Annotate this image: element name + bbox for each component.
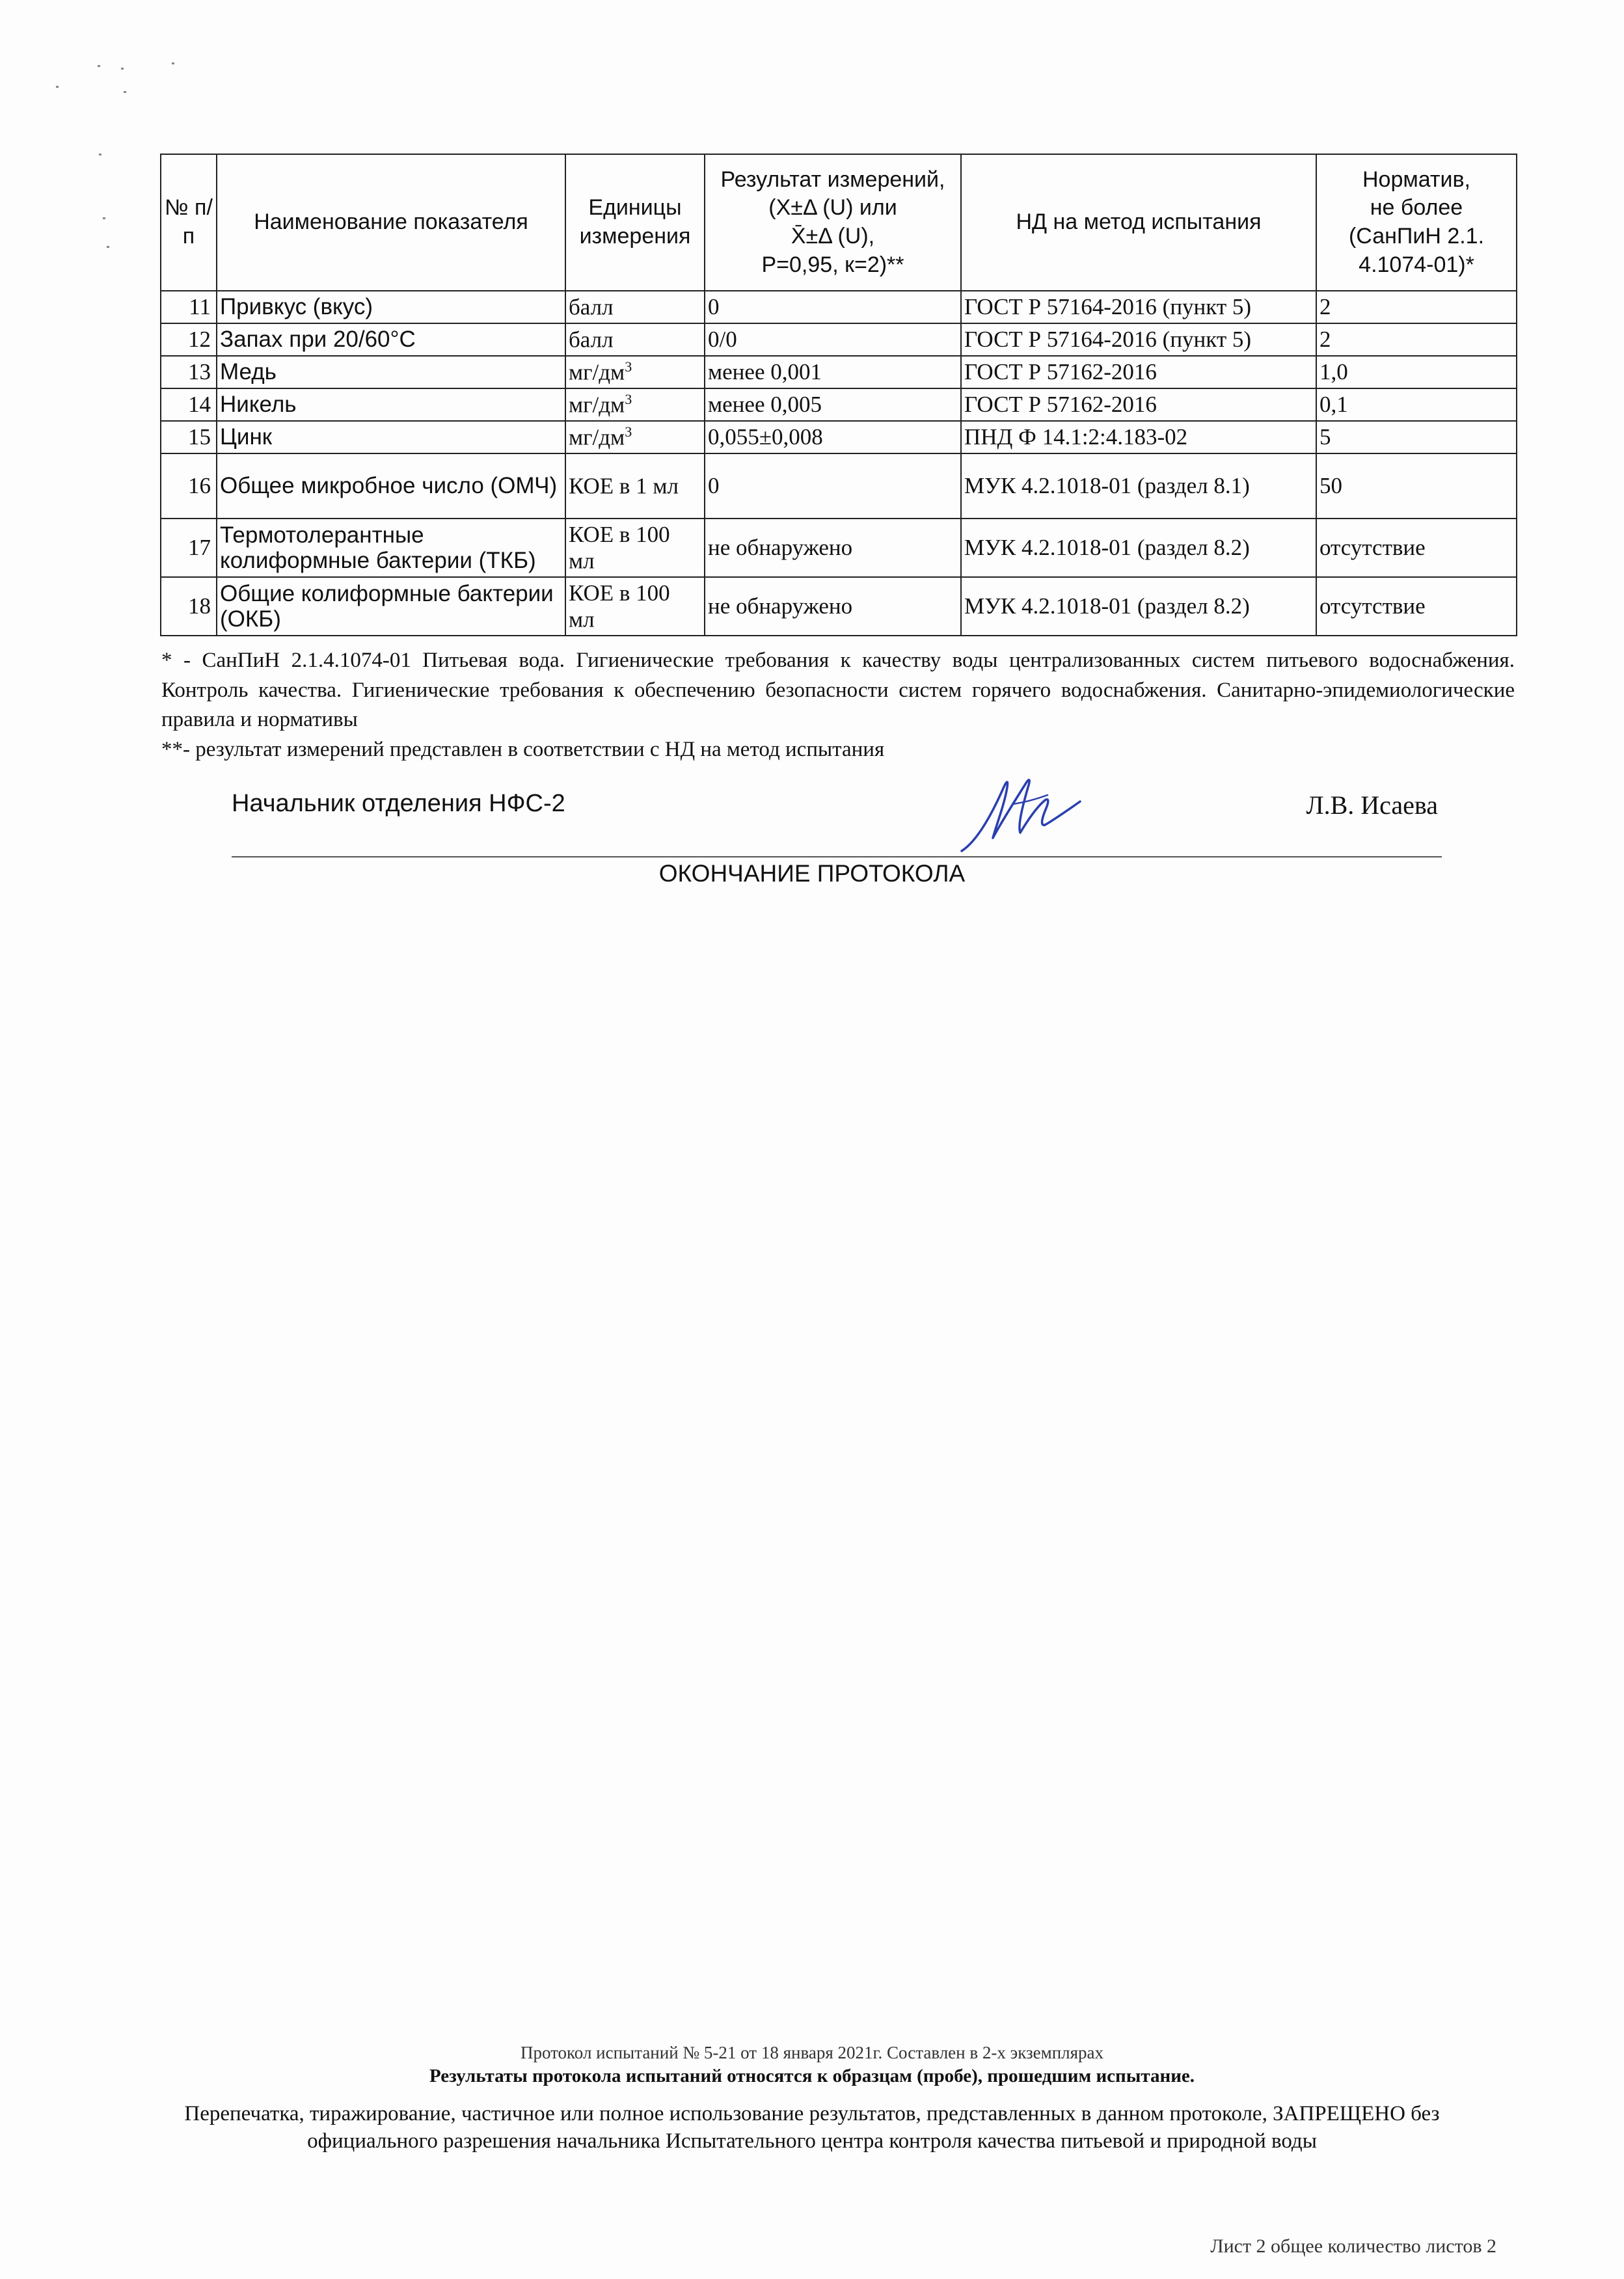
header-name: Наименование показателя <box>217 154 565 291</box>
row-unit-text: КОЕ в 1 мл <box>569 473 679 499</box>
handwritten-signature <box>950 765 1087 856</box>
row-unit-text: мг/дм <box>569 424 625 450</box>
row-result: менее 0,001 <box>705 356 961 388</box>
row-num: 12 <box>161 323 217 356</box>
header-method: НД на метод испытания <box>961 154 1316 291</box>
reprint-warning: Перепечатка, тиражирование, частичное или полное использование результатов, представленных в данном протоколе, ЗАПРЕЩЕНО без официального разрешения начальника Испытательного центра контроля качества питьевой и природной воды <box>184 2102 1440 2153</box>
row-name: Термотолерантные колиформные бактерии (ТКБ) <box>217 519 565 577</box>
row-name: Никель <box>217 388 565 421</box>
results-table <box>160 154 1517 636</box>
table-row <box>161 577 1517 636</box>
header-norm <box>1316 154 1517 291</box>
row-unit-text: балл <box>569 294 614 320</box>
header-num: № п/п <box>161 154 217 291</box>
row-result: 0/0 <box>705 323 961 356</box>
row-unit <box>565 519 705 577</box>
row-name: Общее микробное число (ОМЧ) <box>217 453 565 519</box>
row-unit-sup: 3 <box>625 358 632 375</box>
row-norm: 0,1 <box>1316 388 1517 421</box>
row-method: ГОСТ Р 57164-2016 (пункт 5) <box>961 291 1316 323</box>
header-result-line: P=0,95, к=2)** <box>761 252 904 277</box>
table-row <box>161 453 1517 519</box>
row-result: менее 0,005 <box>705 388 961 421</box>
sheet-counter: Лист 2 общее количество листов 2 <box>1210 2235 1496 2257</box>
divider-line <box>232 856 1442 857</box>
row-norm: 5 <box>1316 421 1517 453</box>
table-row <box>161 323 1517 356</box>
page-footer <box>0 2043 1624 2155</box>
row-unit-text: мг/дм <box>569 359 625 385</box>
header-result <box>705 154 961 291</box>
header-result-line: (X±Δ (U) или <box>768 195 897 221</box>
header-result-line: X̄±Δ (U), <box>791 224 875 249</box>
row-num: 13 <box>161 356 217 388</box>
table-row <box>161 519 1517 577</box>
signer-name: Л.В. Исаева <box>1306 790 1438 820</box>
row-unit-text: балл <box>569 327 614 353</box>
row-norm: отсутствие <box>1316 577 1517 636</box>
footnote-result: **- результат измерений представлен в соответствии с НД на метод испытания <box>161 737 885 761</box>
row-unit <box>565 356 705 388</box>
protocol-info: Протокол испытаний № 5-21 от 18 января 2021г. Составлен в 2-х экземплярах <box>520 2043 1104 2062</box>
row-num: 15 <box>161 421 217 453</box>
row-method: ГОСТ Р 57164-2016 (пункт 5) <box>961 323 1316 356</box>
signature-row <box>232 790 1438 829</box>
row-name: Запах при 20/60°С <box>217 323 565 356</box>
row-num: 16 <box>161 453 217 519</box>
row-name: Медь <box>217 356 565 388</box>
row-method: МУК 4.2.1018-01 (раздел 8.2) <box>961 519 1316 577</box>
row-norm: 2 <box>1316 323 1517 356</box>
row-method: МУК 4.2.1018-01 (раздел 8.2) <box>961 577 1316 636</box>
row-unit-sup: 3 <box>625 424 632 440</box>
row-method: ГОСТ Р 57162-2016 <box>961 356 1316 388</box>
table-row <box>161 356 1517 388</box>
row-unit <box>565 453 705 519</box>
row-unit <box>565 323 705 356</box>
row-unit <box>565 291 705 323</box>
table-row <box>161 291 1517 323</box>
table-header-row <box>161 154 1517 291</box>
row-name: Общие колиформные бактерии (ОКБ) <box>217 577 565 636</box>
row-norm: отсутствие <box>1316 519 1517 577</box>
row-norm: 2 <box>1316 291 1517 323</box>
row-result: 0 <box>705 453 961 519</box>
row-name: Привкус (вкус) <box>217 291 565 323</box>
row-norm: 1,0 <box>1316 356 1517 388</box>
row-unit-text: КОЕ в 100 мл <box>569 580 670 632</box>
row-num: 14 <box>161 388 217 421</box>
row-unit-text: КОЕ в 100 мл <box>569 522 670 574</box>
row-norm: 50 <box>1316 453 1517 519</box>
row-unit <box>565 388 705 421</box>
row-unit-text: мг/дм <box>569 392 625 418</box>
table-row <box>161 421 1517 453</box>
row-num: 11 <box>161 291 217 323</box>
row-num: 18 <box>161 577 217 636</box>
row-method: ПНД Ф 14.1:2:4.183-02 <box>961 421 1316 453</box>
row-unit-sup: 3 <box>625 391 632 408</box>
row-result: 0,055±0,008 <box>705 421 961 453</box>
row-method: ГОСТ Р 57162-2016 <box>961 388 1316 421</box>
signer-position: Начальник отделения НФС-2 <box>232 790 565 817</box>
header-norm-line: 4.1074-01)* <box>1359 252 1474 277</box>
row-num: 17 <box>161 519 217 577</box>
header-norm-line: не более <box>1370 195 1463 221</box>
footnote-sanpin: * - СанПиН 2.1.4.1074-01 Питьевая вода. Гигиенические требования к качеству воды централизованных систем питьевого водоснабжения. Контроль качества. Гигиенические требования к обеспечению безопасности систем горячего водоснабжения. Санитарно-эпидемиологические правила и нормативы <box>161 649 1515 732</box>
row-unit <box>565 421 705 453</box>
header-norm-line: (СанПиН 2.1. <box>1348 224 1485 249</box>
row-result: 0 <box>705 291 961 323</box>
header-norm-line: Норматив, <box>1362 167 1470 192</box>
header-unit: Единицы измерения <box>565 154 705 291</box>
row-unit <box>565 577 705 636</box>
row-result: не обнаружено <box>705 577 961 636</box>
row-result: не обнаружено <box>705 519 961 577</box>
header-result-line: Результат измерений, <box>720 167 945 192</box>
protocol-end-title: ОКОНЧАНИЕ ПРОТОКОЛА <box>658 860 966 887</box>
footnotes <box>161 646 1515 764</box>
table-row <box>161 388 1517 421</box>
row-name: Цинк <box>217 421 565 453</box>
row-method: МУК 4.2.1018-01 (раздел 8.1) <box>961 453 1316 519</box>
results-note: Результаты протокола испытаний относятся к образцам (пробе), прошедшим испытание. <box>429 2066 1195 2086</box>
